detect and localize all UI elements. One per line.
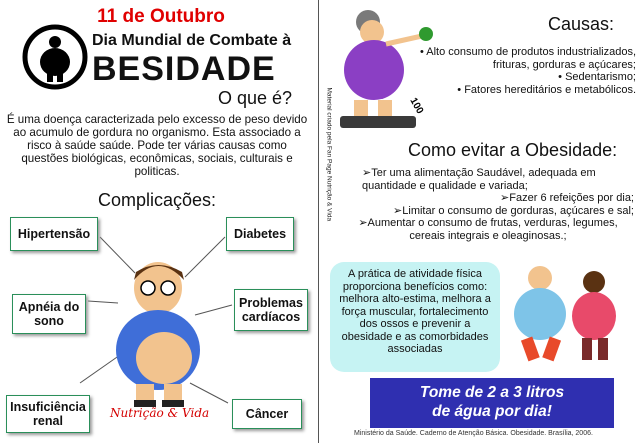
title-line-1: Dia Mundial de Combate à [92,32,292,49]
cause-item: • Alto consumo de produtos industrializados, frituras, gorduras e açúcares; [419,46,636,71]
prevention-heading: Como evitar a Obesidade: [408,140,618,160]
vertical-credit-text: Material criado pela Fan Page Nutrição & Vida [325,87,333,222]
complication-apneia: Apnéia do sono [12,294,86,334]
complication-hipertensao: Hipertensão [10,217,98,251]
water-banner [370,378,614,428]
question-heading: O que é? [218,88,293,108]
cause-item: • Fatores hereditários e metabólicos. [457,83,636,96]
water-line-1: Tome de 2 a 3 litros [419,384,565,401]
activity-bubble: A prática de atividade física proporciona benefícios como: melhora alto-estima, melhora a força muscular, fortalecimento dos ossos e prevenir a obesidade e as comorbidades associadas [330,262,500,372]
prevention-list [342,167,634,242]
prevention-item: ➢Limitar o consumo de gorduras, açúcares e sal; [393,204,634,217]
complication-diabetes: Diabetes [226,217,294,251]
prevention-item: ➢Aumentar o consumo de frutas, verduras, legumes, cereais integrais e oleaginosas.; [358,217,618,242]
obesity-logo-icon [22,24,88,90]
water-line-2: de água por dia! [432,403,552,420]
signature: Nutrição & Vida [110,406,210,420]
prevention-item: ➢Fazer 6 refeições por dia; [500,192,634,204]
complication-problemas-cardiacos: Problemas cardíacos [234,289,308,331]
title-line-2: BESIDADE [92,50,276,88]
complications-heading: Complicações: [98,190,217,210]
causes-heading: Causas: [548,14,615,34]
runners-illustration [506,262,630,372]
complication-insuficiencia-renal: Insuficiência renal [6,395,90,433]
reference: Ministério da Saúde. Caderno de Atenção Básica. Obesidade. Brasília, 2006. [354,430,593,437]
center-divider [318,0,319,443]
intro-paragraph: É uma doença caracterizada pelo excesso de peso devido ao acumulo de gordura no organismo. Esta associado a risco à saúde saúde. Pode ter várias causas como questões biológicas, econômicas, sociais, culturais e politicas. [6,113,308,178]
causes-list [400,46,636,96]
date-heading: 11 de Outubro [97,6,225,27]
prevention-item: ➢Ter uma alimentação Saudável, adequada em quantidade e qualidade e variada; [362,167,596,192]
cause-item: • Sedentarismo; [558,71,636,83]
complication-cancer: Câncer [232,399,302,429]
scale-number: 100 [407,96,426,116]
overweight-boy-illustration [108,258,208,408]
vertical-credit [323,86,333,246]
